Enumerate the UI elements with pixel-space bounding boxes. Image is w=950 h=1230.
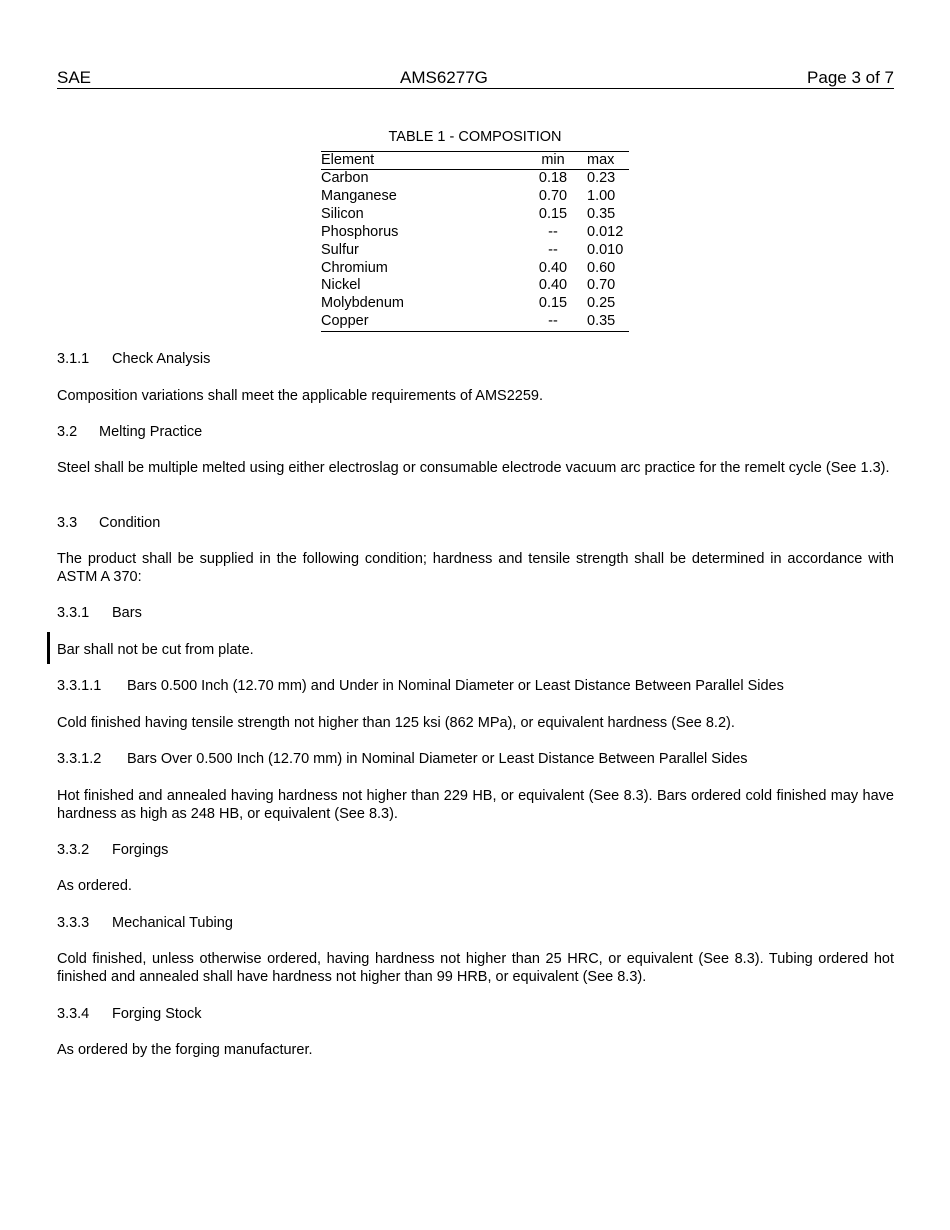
table-row [321,313,629,331]
page-header [57,68,894,89]
cell-min: -- [519,313,587,331]
composition-table-grid [321,151,629,332]
cell-min: -- [548,223,558,240]
section-body-3-3-4: As ordered by the forging manufacturer. [57,1042,313,1058]
section-number: 3.1.1 [57,351,90,367]
table-row [321,170,629,188]
cell-min: 0.40 [538,259,568,276]
section-title: Bars Over 0.500 Inch (12.70 mm) in Nominal Diameter or Least Distance Between Parallel Sides [127,751,748,767]
section-body-3-3-1-2: Hot finished and annealed having hardness not higher than 229 HB, or equivalent (See 8.3). Bars ordered cold finished may have hardness as high as 248 HB, or equivalent (See 8.3). [57,788,894,822]
section-body-3-3: The product shall be supplied in the following condition; hardness and tensile strength shall be determined in accordance with ASTM A 370: [57,551,894,585]
section-heading-3-2 [57,424,894,442]
section-number: 3.3.1.1 [57,678,102,694]
table-row [321,242,629,260]
table-row [321,295,629,313]
cell-min: 0.70 [538,187,568,204]
section-number: 3.3 [57,515,78,531]
cell-element: Nickel [321,277,361,294]
composition-table [321,129,629,332]
cell-element: Phosphorus [321,223,399,240]
cell-max: 0.012 [587,223,624,240]
cell-element: Sulfur [321,241,359,258]
section-body-3-3-1-1: Cold finished having tensile strength not higher than 125 ksi (862 MPa), or equivalent hardness (See 8.2). [57,715,735,731]
cell-element: Molybdenum [321,295,405,312]
section-title: Bars 0.500 Inch (12.70 mm) and Under in Nominal Diameter or Least Distance Between Parallel Sides [127,678,784,694]
table-row [321,224,629,242]
cell-max: 0.35 [587,205,616,222]
header-org: SAE [57,68,92,87]
section-title: Check Analysis [112,351,211,367]
section-heading-3-3-1 [57,605,894,623]
table-row [321,188,629,206]
cell-element: Chromium [321,259,388,276]
section-heading-3-3-4 [57,1006,894,1024]
section-number: 3.2 [57,424,78,440]
cell-element: Manganese [321,187,397,204]
section-body-3-1-1: Composition variations shall meet the applicable requirements of AMS2259. [57,388,544,404]
column-header-min: min [519,152,587,170]
cell-max: 0.70 [587,277,616,294]
cell-min: 0.15 [538,295,568,312]
section-title: Forging Stock [112,1006,202,1022]
table-row [321,206,629,224]
header-page-number: Page 3 of 7 [807,68,894,87]
cell-element: Copper [321,313,519,331]
section-heading-3-3-1-2 [57,751,894,769]
cell-min: 0.40 [538,277,568,294]
section-number: 3.3.2 [57,842,90,858]
section-heading-3-3-1-1 [57,678,894,696]
section-heading-3-3-3 [57,915,894,933]
section-body-3-3-1: Bar shall not be cut from plate. [57,642,254,658]
section-body-3-2: Steel shall be multiple melted using either electroslag or consumable electrode vacuum arc practice for the remelt cycle (See 1.3). [57,460,890,476]
cell-max: 0.35 [587,313,629,331]
cell-max: 0.23 [587,170,616,186]
column-header-max: max [587,152,629,170]
section-number: 3.3.1.2 [57,751,102,767]
cell-element: Carbon [321,170,369,186]
column-header-element: Element [321,152,519,170]
table-title: TABLE 1 - COMPOSITION [388,129,562,145]
section-title: Bars [112,605,142,621]
section-number: 3.3.1 [57,605,90,621]
table-header-row [321,152,629,170]
section-body-3-3-2: As ordered. [57,878,132,894]
header-doc-id: AMS6277G [400,68,488,87]
section-title: Melting Practice [99,424,203,440]
table-row [321,277,629,295]
section-heading-3-3 [57,515,894,533]
section-title: Forgings [112,842,169,858]
cell-max: 1.00 [587,187,616,204]
section-title: Mechanical Tubing [112,915,233,931]
table-row [321,260,629,278]
section-number: 3.3.3 [57,915,90,931]
section-number: 3.3.4 [57,1006,90,1022]
cell-min: 0.18 [538,170,568,186]
cell-min: 0.15 [538,205,568,222]
cell-min: -- [548,241,558,258]
cell-max: 0.25 [587,295,616,312]
section-body-3-3-3: Cold finished, unless otherwise ordered, having hardness not higher than 25 HRC, or equivalent (See 8.3). Tubing ordered hot finished and annealed shall have hardness not higher than 99 HRB, or equivalent (See 8.3). [57,951,894,985]
cell-max: 0.010 [587,241,624,258]
cell-element: Silicon [321,205,364,222]
section-title: Condition [99,515,161,531]
section-heading-3-1-1 [57,351,894,369]
section-heading-3-3-2 [57,842,894,860]
cell-max: 0.60 [587,259,616,276]
revision-change-bar [47,632,50,664]
